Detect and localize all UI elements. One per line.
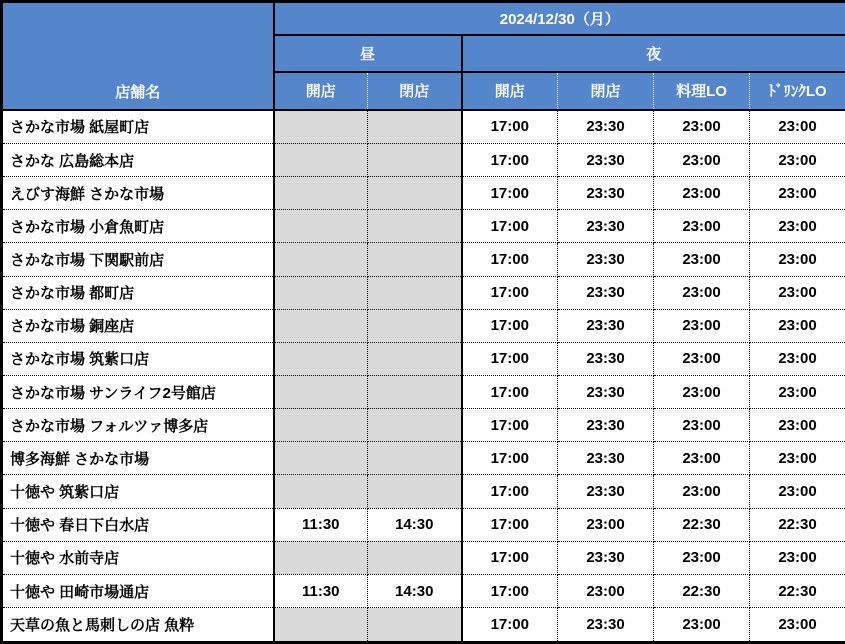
table-row bbox=[2, 309, 845, 342]
table-row bbox=[2, 508, 845, 541]
food-last-order-cell: 22:30 bbox=[654, 574, 750, 607]
night-close-cell: 23:30 bbox=[558, 177, 654, 210]
table-row bbox=[2, 276, 845, 309]
lunch-close-cell bbox=[368, 309, 462, 342]
lunch-close-cell: 14:30 bbox=[368, 508, 462, 541]
lunch-open-cell bbox=[274, 143, 368, 176]
night-open-cell: 17:00 bbox=[462, 243, 558, 276]
night-close-cell: 23:30 bbox=[558, 541, 654, 574]
lunch-open-cell: 11:30 bbox=[274, 574, 368, 607]
night-open-cell: 17:00 bbox=[462, 574, 558, 607]
night-close-cell: 23:30 bbox=[558, 442, 654, 475]
night-open-cell: 17:00 bbox=[462, 276, 558, 309]
night-open-cell: 17:00 bbox=[462, 177, 558, 210]
lunch-close-cell bbox=[368, 143, 462, 176]
drink-last-order-cell: 22:30 bbox=[750, 574, 845, 607]
night-close-cell: 23:30 bbox=[558, 243, 654, 276]
table-row bbox=[2, 608, 845, 643]
night-open-cell: 17:00 bbox=[462, 442, 558, 475]
food-last-order-cell: 23:00 bbox=[654, 143, 750, 176]
food-last-order-cell: 23:00 bbox=[654, 276, 750, 309]
store-name-cell: さかな市場 下関駅前店 bbox=[2, 243, 274, 276]
lunch-open-cell bbox=[274, 342, 368, 375]
food-last-order-cell: 23:00 bbox=[654, 541, 750, 574]
drink-last-order-cell: 23:00 bbox=[750, 243, 845, 276]
food-last-order-cell: 23:00 bbox=[654, 475, 750, 508]
drink-last-order-cell: 23:00 bbox=[750, 143, 845, 176]
store-name-cell: さかな市場 サンライフ2号館店 bbox=[2, 376, 274, 409]
drink-last-order-cell: 23:00 bbox=[750, 210, 845, 243]
drink-last-order-cell: 23:00 bbox=[750, 541, 845, 574]
table-row bbox=[2, 475, 845, 508]
night-close-cell: 23:30 bbox=[558, 376, 654, 409]
table-row bbox=[2, 574, 845, 607]
store-name-cell: さかな市場 小倉魚町店 bbox=[2, 210, 274, 243]
food-last-order-cell: 23:00 bbox=[654, 210, 750, 243]
store-name-cell: さかな市場 フォルツァ博多店 bbox=[2, 409, 274, 442]
drink-last-order-cell: 23:00 bbox=[750, 110, 845, 144]
night-open-cell: 17:00 bbox=[462, 309, 558, 342]
lunch-open-cell bbox=[274, 177, 368, 210]
lunch-close-cell bbox=[368, 475, 462, 508]
store-name-cell: さかな市場 筑紫口店 bbox=[2, 342, 274, 375]
drink-last-order-cell: 23:00 bbox=[750, 409, 845, 442]
lunch-close-cell bbox=[368, 442, 462, 475]
lunch-open-cell bbox=[274, 475, 368, 508]
food-last-order-cell: 23:00 bbox=[654, 342, 750, 375]
food-last-order-cell: 23:00 bbox=[654, 376, 750, 409]
lunch-close-cell bbox=[368, 210, 462, 243]
table-row bbox=[2, 143, 845, 176]
lunch-open-cell bbox=[274, 541, 368, 574]
store-name-cell: 十徳や 春日下白水店 bbox=[2, 508, 274, 541]
table-row bbox=[2, 541, 845, 574]
store-name-cell: 天草の魚と馬刺しの店 魚粋 bbox=[2, 608, 274, 643]
drink-last-order-cell: 23:00 bbox=[750, 177, 845, 210]
lunch-close-cell bbox=[368, 177, 462, 210]
drink-last-order-cell: 23:00 bbox=[750, 608, 845, 643]
night-close-cell: 23:30 bbox=[558, 475, 654, 508]
lunch-open-cell bbox=[274, 376, 368, 409]
lunch-close-cell bbox=[368, 608, 462, 643]
night-open-cell: 17:00 bbox=[462, 508, 558, 541]
food-last-order-cell: 23:00 bbox=[654, 608, 750, 643]
store-name-cell: 十徳や 田崎市場通店 bbox=[2, 574, 274, 607]
drink-last-order-cell: 22:30 bbox=[750, 508, 845, 541]
table-row bbox=[2, 110, 845, 144]
night-section-header: 夜 bbox=[462, 35, 845, 72]
night-open-cell: 17:00 bbox=[462, 342, 558, 375]
night-open-cell: 17:00 bbox=[462, 210, 558, 243]
table-row bbox=[2, 342, 845, 375]
night-open-cell: 17:00 bbox=[462, 541, 558, 574]
store-name-cell: えびす海鮮 さかな市場 bbox=[2, 177, 274, 210]
night-close-column-header: 閉店 bbox=[558, 72, 654, 110]
drink-last-order-cell: 23:00 bbox=[750, 276, 845, 309]
lunch-open-cell bbox=[274, 276, 368, 309]
table-row bbox=[2, 442, 845, 475]
lunch-close-cell bbox=[368, 541, 462, 574]
food-last-order-cell: 23:00 bbox=[654, 442, 750, 475]
night-close-cell: 23:00 bbox=[558, 508, 654, 541]
night-open-cell: 17:00 bbox=[462, 143, 558, 176]
table-row bbox=[2, 243, 845, 276]
drink-last-order-cell: 23:00 bbox=[750, 342, 845, 375]
night-close-cell: 23:30 bbox=[558, 342, 654, 375]
food-last-order-cell: 23:00 bbox=[654, 409, 750, 442]
night-close-cell: 23:30 bbox=[558, 210, 654, 243]
night-open-cell: 17:00 bbox=[462, 409, 558, 442]
lunch-open-cell bbox=[274, 608, 368, 643]
lunch-close-cell bbox=[368, 376, 462, 409]
food-last-order-cell: 23:00 bbox=[654, 309, 750, 342]
lunch-open-cell bbox=[274, 110, 368, 144]
night-open-cell: 17:00 bbox=[462, 110, 558, 144]
table-row bbox=[2, 177, 845, 210]
lunch-close-cell bbox=[368, 243, 462, 276]
lunch-close-cell bbox=[368, 342, 462, 375]
lunch-open-column-header: 開店 bbox=[274, 72, 368, 110]
store-name-cell: さかな市場 銅座店 bbox=[2, 309, 274, 342]
night-close-cell: 23:30 bbox=[558, 608, 654, 643]
store-name-cell: さかな市場 都町店 bbox=[2, 276, 274, 309]
date-header: 2024/12/30（月） bbox=[274, 2, 845, 35]
drink-last-order-column-header: ﾄﾞﾘﾝｸLO bbox=[750, 72, 845, 110]
drink-last-order-cell: 23:00 bbox=[750, 442, 845, 475]
store-name-cell: さかな 広島総本店 bbox=[2, 143, 274, 176]
lunch-open-cell bbox=[274, 309, 368, 342]
table-row bbox=[2, 376, 845, 409]
lunch-close-cell bbox=[368, 276, 462, 309]
night-close-cell: 23:30 bbox=[558, 276, 654, 309]
night-close-cell: 23:30 bbox=[558, 309, 654, 342]
night-close-cell: 23:00 bbox=[558, 574, 654, 607]
night-close-cell: 23:30 bbox=[558, 409, 654, 442]
lunch-open-cell: 11:30 bbox=[274, 508, 368, 541]
night-close-cell: 23:30 bbox=[558, 143, 654, 176]
store-rows bbox=[2, 110, 845, 643]
night-open-cell: 17:00 bbox=[462, 376, 558, 409]
food-last-order-cell: 23:00 bbox=[654, 243, 750, 276]
lunch-close-cell bbox=[368, 110, 462, 144]
drink-last-order-cell: 23:00 bbox=[750, 309, 845, 342]
store-name-cell: 十徳や 筑紫口店 bbox=[2, 475, 274, 508]
food-last-order-cell: 23:00 bbox=[654, 110, 750, 144]
store-name-cell: 博多海鮮 さかな市場 bbox=[2, 442, 274, 475]
food-last-order-column-header: 料理LO bbox=[654, 72, 750, 110]
food-last-order-cell: 22:30 bbox=[654, 508, 750, 541]
lunch-open-cell bbox=[274, 243, 368, 276]
night-close-cell: 23:30 bbox=[558, 110, 654, 144]
lunch-close-column-header: 閉店 bbox=[368, 72, 462, 110]
night-open-cell: 17:00 bbox=[462, 475, 558, 508]
store-name-column-header: 店舗名 bbox=[2, 2, 274, 110]
table-row bbox=[2, 409, 845, 442]
lunch-open-cell bbox=[274, 210, 368, 243]
food-last-order-cell: 23:00 bbox=[654, 177, 750, 210]
lunch-section-header: 昼 bbox=[274, 35, 462, 72]
lunch-open-cell bbox=[274, 409, 368, 442]
lunch-close-cell bbox=[368, 409, 462, 442]
drink-last-order-cell: 23:00 bbox=[750, 376, 845, 409]
store-name-cell: 十徳や 水前寺店 bbox=[2, 541, 274, 574]
drink-last-order-cell: 23:00 bbox=[750, 475, 845, 508]
lunch-close-cell: 14:30 bbox=[368, 574, 462, 607]
store-name-cell: さかな市場 紙屋町店 bbox=[2, 110, 274, 144]
table-row bbox=[2, 210, 845, 243]
lunch-open-cell bbox=[274, 442, 368, 475]
night-open-cell: 17:00 bbox=[462, 608, 558, 643]
night-open-column-header: 開店 bbox=[462, 72, 558, 110]
